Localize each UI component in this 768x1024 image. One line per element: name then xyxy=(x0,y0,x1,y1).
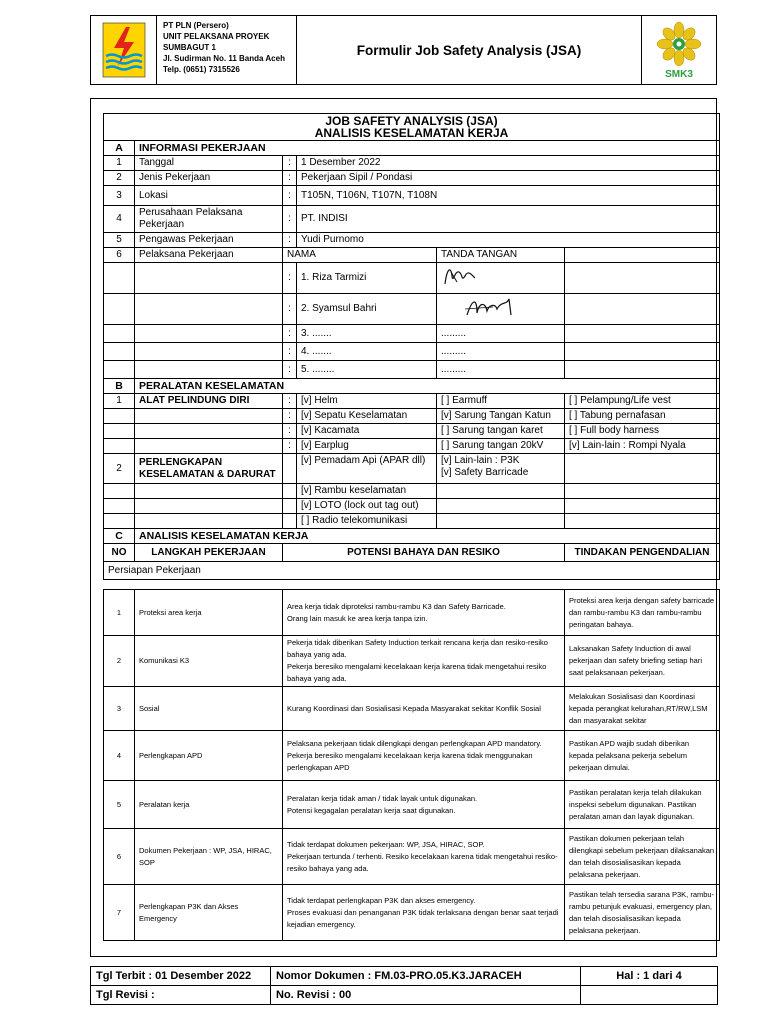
jsa-row-control: Pastikan telah tersedia sarana P3K, rambu-rambu petunjuk evakuasi, emergency plan, dan telah disosialisasikan kepada pelaksana pekerjaan. xyxy=(565,885,720,941)
jsa-row xyxy=(104,829,720,885)
info-value: T105N, T106N, T107N, T108N xyxy=(297,186,720,206)
jsa-row-step: Dokumen Pekerjaan : WP, JSA, HIRAC, SOP xyxy=(135,829,283,885)
company-line: SUMBAGUT 1 xyxy=(163,43,216,52)
pelaksana-label: Pelaksana Pekerjaan xyxy=(135,248,283,263)
darurat-row xyxy=(104,454,720,484)
pelaksana-no: 6 xyxy=(104,248,135,263)
apd-item: [v] Lain-lain : Rompi Nyala xyxy=(565,439,720,454)
colon: : xyxy=(283,409,297,424)
pelaksana-row xyxy=(104,263,720,294)
jsa-row-no: 3 xyxy=(104,687,135,731)
doc-title-line1: JOB SAFETY ANALYSIS (JSA) xyxy=(325,114,498,128)
apd-item: [v] Sarung Tangan Katun xyxy=(437,409,565,424)
info-value: Pekerjaan Sipil / Pondasi xyxy=(297,171,720,186)
jsa-row-control: Pastikan dokumen pekerjaan telah dilengkapi sebelum pekerjaan dilaksanakan dan telah disosialisasikan kepada pelaksana pekerjaan. xyxy=(565,829,720,885)
jsa-row-step: Komunikasi K3 xyxy=(135,636,283,687)
jsa-row-hazard: Pekerja tidak diberikan Safety Induction terkait rencana kerja dan resiko-resiko bahaya yang ada. Pekerja beresiko mengalami kecelakaan kerja karena tidak mengetahui resiko bahaya yang ada. xyxy=(283,636,565,687)
pelaksana-row xyxy=(104,361,720,379)
darurat-item: [v] Rambu keselamatan xyxy=(297,484,437,499)
info-value: 1 Desember 2022 xyxy=(297,156,720,171)
colon: : xyxy=(283,439,297,454)
colon: : xyxy=(283,263,297,294)
apd-item: [ ] Sarung tangan karet xyxy=(437,424,565,439)
jsa-row-control: Proteksi area kerja dengan safety barricade dan rambu-rambu K3 dan rambu-rambu peringatan bahaya. xyxy=(565,590,720,636)
colon: : xyxy=(283,325,297,343)
jsa-header-row xyxy=(104,544,720,562)
pelaksana-name: 1. Riza Tarmizi xyxy=(297,263,437,294)
pelaksana-row xyxy=(104,343,720,361)
jsa-row-step: Peralatan kerja xyxy=(135,781,283,829)
info-no: 5 xyxy=(104,233,135,248)
info-value: PT. INDISI xyxy=(297,206,720,233)
colon: : xyxy=(283,156,297,171)
pelaksana-name: 4. ....... xyxy=(297,343,437,361)
info-no: 3 xyxy=(104,186,135,206)
pelaksana-row xyxy=(104,325,720,343)
jsa-row-no: 1 xyxy=(104,590,135,636)
colon: : xyxy=(283,294,297,325)
colon: : xyxy=(283,206,297,233)
form-footer xyxy=(90,966,718,1005)
jsa-row-hazard: Tidak terdapat dokumen pekerjaan: WP, JSA, HIRAC, SOP. Pekerjaan tertunda / terhenti. Resiko kecelakaan karena tidak mengetahui resiko-resiko bahaya yang ada. xyxy=(283,829,565,885)
company-line: UNIT PELAKSANA PROYEK xyxy=(163,32,270,41)
info-row xyxy=(104,233,720,248)
jsa-row-no: 7 xyxy=(104,885,135,941)
doc-title xyxy=(104,114,720,141)
apd-item: [v] Sepatu Keselamatan xyxy=(297,409,437,424)
pelaksana-name: 5. ........ xyxy=(297,361,437,379)
info-no: 2 xyxy=(104,171,135,186)
jsa-row-no: 5 xyxy=(104,781,135,829)
section-b-code: B xyxy=(104,379,135,394)
darurat-item: [ ] Radio telekomunikasi xyxy=(297,514,437,529)
apd-label: ALAT PELINDUNG DIRI xyxy=(135,394,283,409)
darurat-extra-2: [v] Safety Barricade xyxy=(441,467,529,478)
apd-item: [ ] Pelampung/Life vest xyxy=(565,394,720,409)
jsa-row-hazard: Kurang Koordinasi dan Sosialisasi Kepada Masyarakat sekitar Konflik Sosial xyxy=(283,687,565,731)
info-label: Pengawas Pekerjaan xyxy=(135,233,283,248)
tgl-revisi: Tgl Revisi : xyxy=(91,986,271,1005)
apd-row xyxy=(104,424,720,439)
jsa-row-control: Pastikan APD wajib sudah diberikan kepada pelaksana pekerja sebelum pekerjaan dimulai. xyxy=(565,731,720,781)
pelaksana-signature xyxy=(437,294,565,325)
apd-row xyxy=(104,439,720,454)
info-row xyxy=(104,156,720,171)
apd-row xyxy=(104,394,720,409)
info-label: Jenis Pekerjaan xyxy=(135,171,283,186)
colon: : xyxy=(283,343,297,361)
colon: : xyxy=(283,233,297,248)
darurat-label: PERLENGKAPAN KESELAMATAN & DARURAT xyxy=(135,454,283,484)
jsa-row-no: 6 xyxy=(104,829,135,885)
apd-item: [v] Earplug xyxy=(297,439,437,454)
company-line: Jl. Sudirman No. 11 Banda Aceh xyxy=(163,54,285,63)
section-c-title: ANALISIS KESELAMATAN KERJA xyxy=(135,529,720,544)
jsa-row-step: Sosial xyxy=(135,687,283,731)
smk3-logo xyxy=(642,16,716,84)
jsa-row xyxy=(104,687,720,731)
jsa-row-step: Perlengkapan APD xyxy=(135,731,283,781)
pelaksana-signature: ......... xyxy=(437,361,565,379)
info-row xyxy=(104,206,720,233)
pelaksana-signature: ......... xyxy=(437,343,565,361)
jsa-row xyxy=(104,590,720,636)
pelaksana-row xyxy=(104,294,720,325)
jsa-row-hazard: Area kerja tidak diproteksi rambu-rambu K3 dan Safety Barricade. Orang lain masuk ke area kerja tanpa izin. xyxy=(283,590,565,636)
darurat-item: [v] Pemadam Api (APAR dll) xyxy=(297,454,437,484)
colon: : xyxy=(283,186,297,206)
info-label: Perusahaan Pelaksana Pekerjaan xyxy=(135,206,283,233)
jsa-row-hazard: Pelaksana pekerjaan tidak dilengkapi dengan perlengkapan APD mandatory. Pekerja beresiko mengalami kecelakaan kerja karena tidak menggunakan perlengkapan APD xyxy=(283,731,565,781)
info-label: Lokasi xyxy=(135,186,283,206)
section-b-title: PERALATAN KESELAMATAN xyxy=(135,379,720,394)
company-address xyxy=(157,16,297,84)
info-no: 4 xyxy=(104,206,135,233)
col-sign-header: TANDA TANGAN xyxy=(437,248,565,263)
jsa-row-control: Pastikan peralatan kerja telah dilakukan inspeksi sebelum digunakan. Pastikan peralatan aman dan layak digunakan. xyxy=(565,781,720,829)
jsa-row xyxy=(104,885,720,941)
info-no: 1 xyxy=(104,156,135,171)
apd-row xyxy=(104,409,720,424)
company-line: Telp. (0651) 7315526 xyxy=(163,65,240,74)
darurat-no: 2 xyxy=(104,454,135,484)
pelaksana-header-row xyxy=(104,248,720,263)
company-line: PT PLN (Persero) xyxy=(163,21,229,30)
apd-item: [ ] Sarung tangan 20kV xyxy=(437,439,565,454)
halaman: Hal : 1 dari 4 xyxy=(581,967,718,986)
colon: : xyxy=(283,171,297,186)
jsa-row-control: Laksanakan Safety Induction di awal pekerjaan dan safety briefing setiap hari saat pelaksanaan pekerjaan. xyxy=(565,636,720,687)
section-a-title: INFORMASI PEKERJAAN xyxy=(135,141,720,156)
darurat-extra-1: [v] Lain-lain : P3K xyxy=(441,455,520,466)
jsa-row xyxy=(104,731,720,781)
apd-item: [v] Kacamata xyxy=(297,424,437,439)
form-title: Formulir Job Safety Analysis (JSA) xyxy=(297,16,642,84)
info-row xyxy=(104,171,720,186)
jsa-row-step: Proteksi area kerja xyxy=(135,590,283,636)
darurat-item-extra xyxy=(437,454,565,484)
jsa-row xyxy=(104,636,720,687)
darurat-item: [v] LOTO (lock out tag out) xyxy=(297,499,437,514)
smk3-label: SMK3 xyxy=(665,69,693,80)
pelaksana-signature: ......... xyxy=(437,325,565,343)
apd-item: [v] Helm xyxy=(297,394,437,409)
info-row xyxy=(104,186,720,206)
info-value: Yudi Purnomo xyxy=(297,233,720,248)
form-header xyxy=(90,15,717,85)
signature-2-icon xyxy=(463,295,523,319)
col-step-header: LANGKAH PEKERJAAN xyxy=(135,544,283,562)
jsa-row-no: 4 xyxy=(104,731,135,781)
apd-no: 1 xyxy=(104,394,135,409)
jsa-row-hazard: Peralatan kerja tidak aman / tidak layak untuk digunakan. Potensi kegagalan peralatan kerja saat digunakan. xyxy=(283,781,565,829)
apd-item: [ ] Full body harness xyxy=(565,424,720,439)
col-name-header: NAMA xyxy=(283,248,437,263)
jsa-row-step: Perlengkapan P3K dan Akses Emergency xyxy=(135,885,283,941)
pelaksana-name: 3. ....... xyxy=(297,325,437,343)
jsa-table xyxy=(103,113,720,580)
jsa-row xyxy=(104,781,720,829)
col-control-header: TINDAKAN PENGENDALIAN xyxy=(565,544,720,562)
col-no-header: NO xyxy=(104,544,135,562)
jsa-rows-table xyxy=(103,589,720,941)
section-a-code: A xyxy=(104,141,135,156)
signature-1-icon xyxy=(441,264,481,288)
jsa-row-control: Melakukan Sosialisasi dan Koordinasi kepada perangkat kelurahan,RT/RW,LSM dan masyarakat sekitar xyxy=(565,687,720,731)
nomor-dokumen: Nomor Dokumen : FM.03-PRO.05.K3.JARACEH xyxy=(271,967,581,986)
colon: : xyxy=(283,361,297,379)
col-hazard-header: POTENSI BAHAYA DAN RESIKO xyxy=(283,544,565,562)
doc-title-line2: ANALISIS KESELAMATAN KERJA xyxy=(314,126,509,140)
pelaksana-name: 2. Syamsul Bahri xyxy=(297,294,437,325)
jsa-subheader: Persiapan Pekerjaan xyxy=(104,562,720,580)
section-c-code: C xyxy=(104,529,135,544)
apd-item: [ ] Earmuff xyxy=(437,394,565,409)
pln-logo xyxy=(91,16,157,84)
tgl-terbit: Tgl Terbit : 01 Desember 2022 xyxy=(91,967,271,986)
colon: : xyxy=(283,424,297,439)
info-label: Tanggal xyxy=(135,156,283,171)
colon: : xyxy=(283,394,297,409)
no-revisi: No. Revisi : 00 xyxy=(271,986,581,1005)
jsa-row-hazard: Tidak terdapat perlengkapan P3K dan akses emergency. Proses evakuasi dan penanganan P3K tidak terlaksana dengan benar saat terjadi kejadian emergency. xyxy=(283,885,565,941)
apd-item: [ ] Tabung pernafasan xyxy=(565,409,720,424)
pelaksana-signature xyxy=(437,263,565,294)
jsa-row-no: 2 xyxy=(104,636,135,687)
